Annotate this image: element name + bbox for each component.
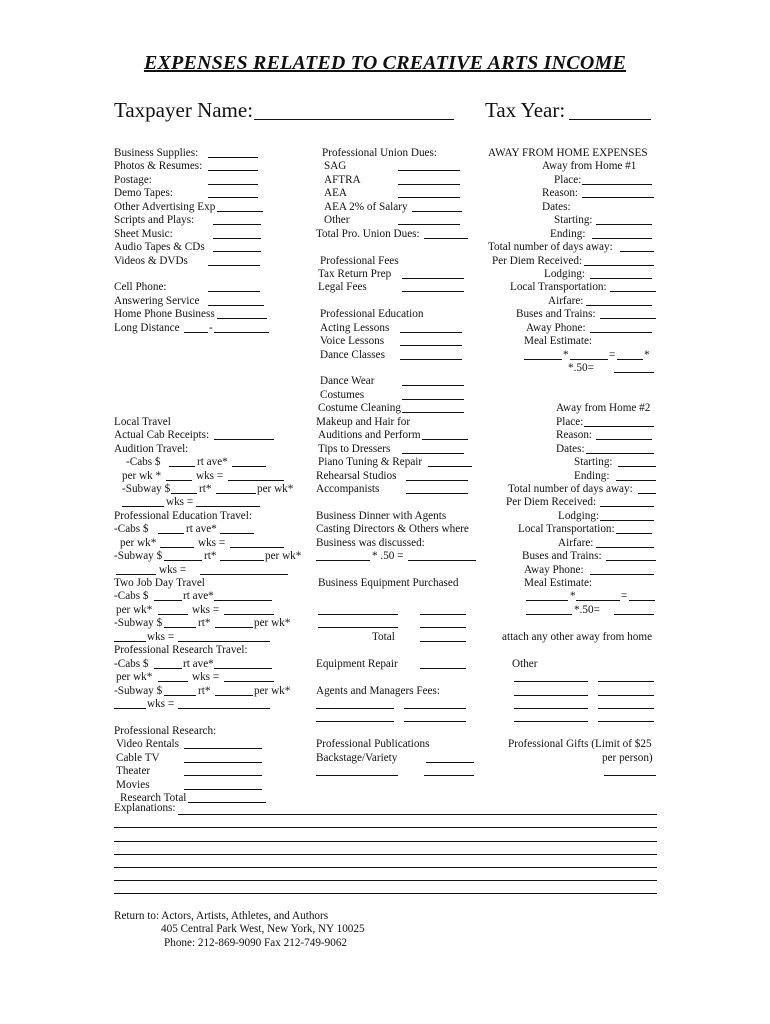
field[interactable] xyxy=(214,590,272,601)
label: Buses and Trains: xyxy=(522,550,602,563)
label: Agents and Managers Fees: xyxy=(316,684,440,697)
field[interactable] xyxy=(228,470,284,481)
label: per wk* xyxy=(116,671,153,684)
field[interactable] xyxy=(213,228,261,239)
field[interactable] xyxy=(406,470,468,481)
field[interactable] xyxy=(213,214,261,225)
label: Professional Research: xyxy=(114,724,217,737)
label: wks = xyxy=(198,536,226,549)
label: Equipment Repair xyxy=(316,657,398,670)
field[interactable] xyxy=(620,241,654,252)
label: Actual Cab Receipts: xyxy=(114,429,210,442)
label: per wk* xyxy=(257,482,294,495)
explanations-label: Explanations: xyxy=(114,802,176,814)
label: Long Distance xyxy=(114,321,180,334)
label: Backstage/Variety xyxy=(316,751,398,764)
label: Cable TV xyxy=(116,751,160,764)
field[interactable] xyxy=(216,483,256,494)
field[interactable] xyxy=(213,241,261,252)
label: Per Diem Received: xyxy=(492,254,583,267)
label: Ending: xyxy=(550,227,586,240)
label: Buses and Trains: xyxy=(516,308,596,321)
label: Makeup and Hair for xyxy=(316,415,411,428)
label: AWAY FROM HOME EXPENSES xyxy=(488,147,648,159)
label: rt* xyxy=(198,684,211,697)
label: Place: xyxy=(556,415,584,428)
label: wks = xyxy=(192,603,220,616)
label: Reason: xyxy=(556,429,593,442)
field[interactable] xyxy=(154,590,182,601)
label: wks = xyxy=(147,697,175,710)
field[interactable] xyxy=(158,523,184,534)
field[interactable] xyxy=(316,698,394,709)
label: Rehearsal Studios xyxy=(316,469,397,482)
label: -Subway $ xyxy=(114,550,163,563)
field[interactable] xyxy=(158,671,188,682)
field[interactable] xyxy=(617,349,643,360)
column-left: Business Supplies: Photos & Resumes: Postage: Demo Tapes: Other Advertising Exp Scripts and Plays: Sheet Music: Audio Tapes & CDs Videos & DVDs Cell Phone: Answering Service Home Phone Business Long Distance - Local Travel Actual Cab Receipts: Audition Travel: -Cabs $ rt ave* per wk * wks = -Subway $ rt* per wk* wks = Professional Education Travel: -Cabs $ rt ave* per wk* wks = -Subway $ rt* per wk* wks = Two Job Day Travel -Cabs $ rt ave* per wk* wks = -Subway $ rt* per wk* wks = Professional Research Travel: -Cabs $ rt ave* per wk* wks = -Subway $ rt* per wk* wks = Professional Research: Video Rentals Cable TV Theater Movies Research Total xyxy=(114,147,302,804)
field[interactable] xyxy=(616,470,656,481)
field[interactable] xyxy=(402,281,464,292)
field[interactable] xyxy=(208,174,258,185)
label: Total number of days away: xyxy=(488,241,613,254)
field[interactable] xyxy=(400,322,462,333)
label: rt ave* xyxy=(183,590,214,603)
label: Legal Fees xyxy=(318,281,367,294)
field[interactable] xyxy=(208,255,260,266)
field[interactable] xyxy=(412,201,462,212)
field[interactable] xyxy=(406,483,468,494)
field[interactable] xyxy=(420,658,466,669)
label: Local Transportation: xyxy=(510,281,607,294)
field[interactable] xyxy=(116,564,156,575)
return-address xyxy=(114,910,365,950)
label: Audio Tapes & CDs xyxy=(114,241,205,254)
label: per wk* xyxy=(254,617,291,630)
field[interactable] xyxy=(398,160,460,171)
label: Airfare: xyxy=(548,294,584,307)
field[interactable] xyxy=(584,416,654,427)
field[interactable] xyxy=(122,496,164,507)
field[interactable] xyxy=(215,685,253,696)
explanation-line[interactable] xyxy=(178,814,657,815)
column-middle xyxy=(316,147,486,779)
field[interactable] xyxy=(600,496,654,507)
field[interactable] xyxy=(598,671,654,682)
label: Dance Classes xyxy=(320,348,385,361)
field[interactable] xyxy=(400,349,462,360)
field[interactable] xyxy=(596,537,654,548)
field[interactable] xyxy=(154,658,182,669)
explanation-line[interactable] xyxy=(114,893,657,894)
label: Other xyxy=(512,657,538,670)
field[interactable] xyxy=(316,711,394,722)
label: AEA xyxy=(324,187,347,200)
field[interactable] xyxy=(428,456,472,467)
field[interactable] xyxy=(404,698,466,709)
field[interactable] xyxy=(318,604,398,615)
label: Lodging: xyxy=(544,267,586,280)
label: -Cabs $ xyxy=(114,657,149,670)
field[interactable] xyxy=(616,523,652,534)
field[interactable] xyxy=(424,765,474,776)
label: Piano Tuning & Repair xyxy=(318,456,423,469)
field[interactable] xyxy=(514,698,588,709)
label: Professional Publications xyxy=(316,738,430,751)
label: Professional Education Travel: xyxy=(114,509,252,522)
label: attach any other away from home xyxy=(502,630,653,643)
label: per wk* xyxy=(120,536,157,549)
field[interactable] xyxy=(402,443,464,454)
label: *.50= xyxy=(568,362,594,374)
field[interactable] xyxy=(600,510,654,521)
field[interactable] xyxy=(514,711,588,722)
field[interactable] xyxy=(318,617,398,628)
label: *.50= xyxy=(574,603,600,616)
field[interactable] xyxy=(208,295,264,306)
field[interactable] xyxy=(614,362,654,373)
column-right: AWAY FROM HOME EXPENSES Away from Home #1 Place: Reason: Dates: Starting: Ending: Total number of days away: Per Diem Received: Lodging: Local Transportation: Airfare: Buses and Trains: Away Phone: Meal Estimate: * = * *.50= Away from Home #2 Place: Reason: Dates: Starting: Ending: Total number of days away: Per Diem Received: Lodging: Local Transportation: Airfare: Buses and Trains: Away Phone: Meal Estimate: * = *.50= attach any other away from home Other Professional Gifts (Limit of $25 per person) xyxy=(486,147,658,779)
label: Starting: xyxy=(554,214,593,227)
field[interactable] xyxy=(606,550,656,561)
field[interactable] xyxy=(114,698,146,709)
phone-line: Phone: 212-869-9090 Fax 212-749-9062 xyxy=(164,936,348,949)
label: Voice Lessons xyxy=(320,335,385,348)
field[interactable] xyxy=(208,160,258,171)
field[interactable] xyxy=(586,443,654,454)
label: rt ave* xyxy=(183,657,214,670)
field[interactable] xyxy=(514,685,588,696)
explanation-line[interactable] xyxy=(114,841,657,842)
field[interactable] xyxy=(600,308,656,319)
field[interactable] xyxy=(188,792,266,803)
label: Dates: xyxy=(556,442,585,455)
field[interactable] xyxy=(184,738,262,749)
field[interactable] xyxy=(171,483,197,494)
label: Other xyxy=(324,214,350,227)
label: Costume Cleaning xyxy=(318,402,401,415)
label: rt* xyxy=(204,550,217,563)
label: Professional Research Travel: xyxy=(114,644,248,657)
label: Meal Estimate: xyxy=(524,335,593,348)
label: Place: xyxy=(554,173,582,186)
label: rt* xyxy=(199,482,212,495)
field[interactable] xyxy=(164,685,196,696)
taxpayer-name-label: Taxpayer Name: xyxy=(114,98,254,122)
field[interactable] xyxy=(398,187,460,198)
label: Video Rentals xyxy=(116,738,180,751)
field[interactable] xyxy=(610,281,656,292)
label: Lodging: xyxy=(558,509,600,522)
field[interactable] xyxy=(232,456,266,467)
field[interactable] xyxy=(586,295,652,306)
label: per wk* xyxy=(265,550,302,563)
label: Total xyxy=(372,630,395,643)
label: Auditions and Perform xyxy=(318,429,421,442)
field[interactable] xyxy=(514,671,588,682)
taxpayer-name-field[interactable] xyxy=(254,119,454,120)
field[interactable] xyxy=(160,537,194,548)
label: per wk * xyxy=(122,469,162,482)
label: Professional Union Dues: xyxy=(322,147,437,159)
page-title: EXPENSES RELATED TO CREATIVE ARTS INCOME xyxy=(143,52,627,74)
label: Business Equipment Purchased xyxy=(318,577,459,589)
field[interactable] xyxy=(217,201,263,212)
field[interactable] xyxy=(596,429,652,440)
label: Theater xyxy=(116,765,151,778)
label: Starting: xyxy=(574,456,613,469)
label: Professional Education xyxy=(320,308,424,321)
field[interactable] xyxy=(590,564,654,575)
label: Business Supplies: xyxy=(114,147,199,159)
explanation-line[interactable] xyxy=(114,867,657,868)
label: -Subway $ xyxy=(114,684,163,697)
field[interactable] xyxy=(422,429,468,440)
label: Audition Travel: xyxy=(114,442,189,455)
field[interactable] xyxy=(420,617,466,628)
field[interactable] xyxy=(200,564,288,575)
tax-year-field[interactable] xyxy=(569,119,651,120)
field[interactable] xyxy=(629,590,655,601)
field[interactable] xyxy=(526,590,568,601)
label: rt* xyxy=(198,617,211,630)
field[interactable] xyxy=(224,671,274,682)
field[interactable] xyxy=(584,255,654,266)
field[interactable] xyxy=(420,604,466,615)
field[interactable] xyxy=(598,711,654,722)
label: Home Phone Business xyxy=(114,308,215,321)
label: wks = xyxy=(196,469,224,482)
field[interactable] xyxy=(590,322,652,333)
label: per person) xyxy=(602,751,653,764)
label: wks = xyxy=(192,671,220,684)
field[interactable] xyxy=(526,604,572,615)
field[interactable] xyxy=(158,604,188,615)
label: Tips to Dressers xyxy=(318,442,391,455)
label: Local Travel xyxy=(114,415,171,428)
label: Answering Service xyxy=(114,294,200,307)
field[interactable] xyxy=(169,456,195,467)
field[interactable] xyxy=(618,456,656,467)
label: wks = xyxy=(147,630,175,643)
field[interactable] xyxy=(164,550,202,561)
field[interactable] xyxy=(214,658,272,669)
label: Casting Directors & Others where xyxy=(316,523,469,536)
label: Professional Gifts (Limit of $25 xyxy=(508,738,652,751)
field[interactable] xyxy=(400,335,462,346)
label: -Cabs $ xyxy=(114,523,149,536)
label: Postage: xyxy=(114,173,152,186)
label: Business was discussed: xyxy=(316,536,425,549)
field[interactable] xyxy=(316,765,398,776)
field[interactable] xyxy=(590,268,652,279)
field[interactable] xyxy=(402,375,464,386)
label: Reason: xyxy=(542,187,579,200)
field[interactable] xyxy=(592,228,652,239)
label: per wk* xyxy=(116,603,153,616)
label: Sheet Music: xyxy=(114,227,173,240)
label: * .50 = xyxy=(372,550,404,563)
label: Movies xyxy=(116,778,150,791)
field[interactable] xyxy=(614,604,654,615)
label: Total Pro. Union Dues: xyxy=(316,227,420,240)
label: rt ave* xyxy=(197,456,228,469)
field[interactable] xyxy=(638,483,656,494)
field[interactable] xyxy=(215,617,253,628)
label: Airfare: xyxy=(558,536,594,549)
label: SAG xyxy=(324,160,347,173)
field[interactable] xyxy=(604,765,656,776)
label: Photos & Resumes: xyxy=(114,160,203,173)
label: Per Diem Received: xyxy=(506,496,597,509)
field[interactable] xyxy=(220,550,264,561)
label: Away Phone: xyxy=(526,321,586,334)
field[interactable] xyxy=(208,281,260,292)
field[interactable] xyxy=(576,590,620,601)
explanation-line[interactable] xyxy=(114,827,657,828)
field[interactable] xyxy=(598,698,654,709)
label: Demo Tapes: xyxy=(114,187,173,200)
field[interactable] xyxy=(184,765,262,776)
label: Costumes xyxy=(320,388,365,401)
explanation-line[interactable] xyxy=(114,854,657,855)
label: Dates: xyxy=(542,200,571,213)
label: wks = xyxy=(159,563,187,576)
field[interactable] xyxy=(404,711,466,722)
field[interactable] xyxy=(164,617,196,628)
address-line: 405 Central Park West, New York, NY 10025 xyxy=(161,923,365,936)
label: Research Total xyxy=(120,792,187,804)
field[interactable] xyxy=(184,322,208,333)
field[interactable] xyxy=(402,402,464,413)
label: -Subway $ xyxy=(114,617,163,630)
field[interactable] xyxy=(114,631,146,642)
label: Away from Home #2 xyxy=(556,402,651,415)
label: AEA 2% of Salary xyxy=(324,200,408,213)
return-to-line: Return to: Actors, Artists, Athletes, and Authors xyxy=(114,910,329,922)
field[interactable] xyxy=(316,550,370,561)
field[interactable] xyxy=(166,470,192,481)
label: Professional Fees xyxy=(320,254,399,267)
field[interactable] xyxy=(582,174,652,185)
field[interactable] xyxy=(398,214,460,225)
field[interactable] xyxy=(402,389,464,400)
field[interactable] xyxy=(524,349,562,360)
label: Away from Home #1 xyxy=(542,160,637,173)
field[interactable] xyxy=(214,429,274,440)
label: Acting Lessons xyxy=(320,321,390,334)
label: AFTRA xyxy=(324,173,361,186)
label: Other Advertising Exp xyxy=(114,200,216,213)
label: wks = xyxy=(166,496,194,509)
label: Ending: xyxy=(574,469,610,482)
label: Meal Estimate: xyxy=(524,577,593,589)
field[interactable] xyxy=(208,187,258,198)
field[interactable] xyxy=(178,631,270,642)
explanation-line[interactable] xyxy=(114,880,657,881)
label: Total number of days away: xyxy=(508,482,633,495)
field[interactable] xyxy=(208,147,258,158)
field[interactable] xyxy=(184,752,262,763)
label: -Cabs $ xyxy=(114,590,149,603)
label: -Cabs $ xyxy=(126,456,161,469)
field[interactable] xyxy=(408,550,476,561)
label: Scripts and Plays: xyxy=(114,214,195,227)
label: Dance Wear xyxy=(320,375,375,388)
field[interactable] xyxy=(224,604,274,615)
field[interactable] xyxy=(420,631,466,642)
label: Away Phone: xyxy=(524,563,584,576)
label: Accompanists xyxy=(316,482,380,495)
field[interactable] xyxy=(196,496,260,507)
label: Cell Phone: xyxy=(114,281,167,294)
tax-year-label: Tax Year: xyxy=(485,98,566,122)
field[interactable] xyxy=(582,187,654,198)
field[interactable] xyxy=(598,685,654,696)
field[interactable] xyxy=(220,523,254,534)
label: Business Dinner with Agents xyxy=(316,509,447,522)
field[interactable] xyxy=(398,174,460,185)
field[interactable] xyxy=(402,268,464,279)
field[interactable] xyxy=(426,752,474,763)
field[interactable] xyxy=(214,322,269,333)
field[interactable] xyxy=(230,537,284,548)
field[interactable] xyxy=(424,228,468,239)
label: Tax Return Prep xyxy=(318,267,392,280)
field[interactable] xyxy=(217,308,267,319)
field[interactable] xyxy=(178,698,270,709)
field[interactable] xyxy=(570,349,608,360)
label: Local Transportation: xyxy=(518,523,615,536)
label: Videos & DVDs xyxy=(114,254,188,267)
label: -Subway $ xyxy=(122,482,171,495)
field[interactable] xyxy=(184,779,262,790)
field[interactable] xyxy=(596,214,652,225)
label: Two Job Day Travel xyxy=(114,577,205,589)
label: per wk* xyxy=(254,684,291,697)
label: rt ave* xyxy=(186,523,217,536)
